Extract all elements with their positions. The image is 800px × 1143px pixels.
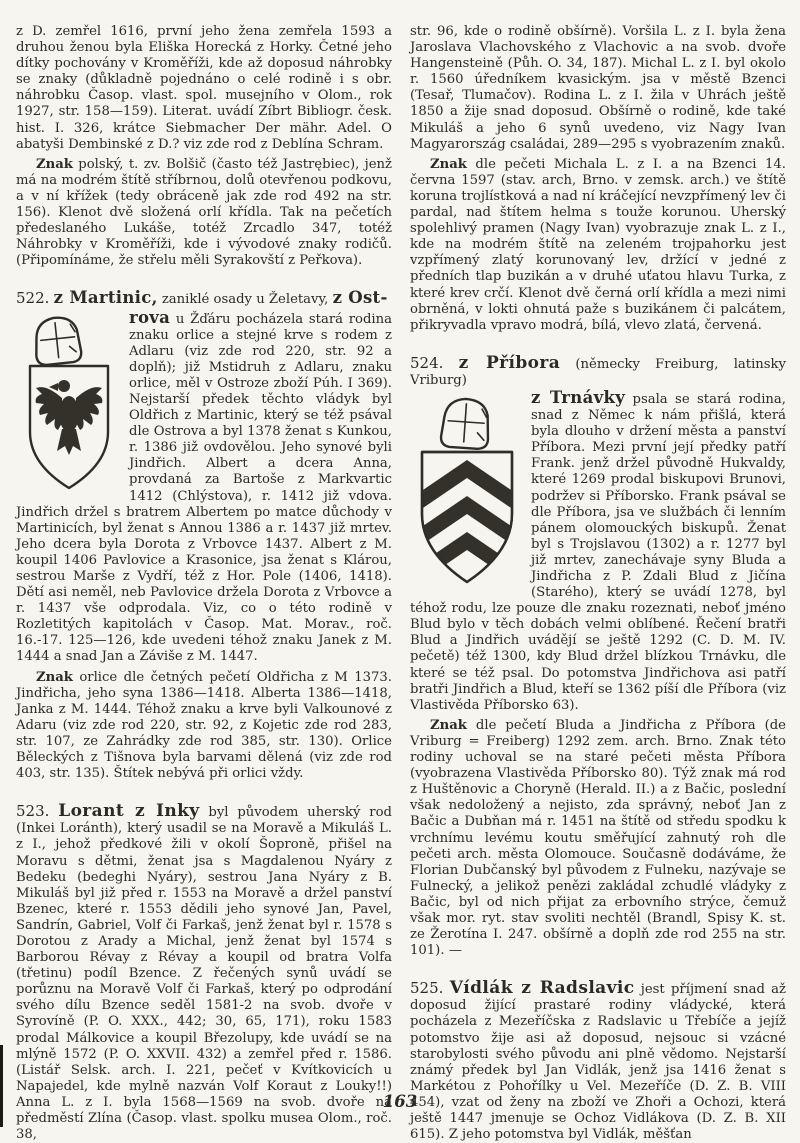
znak-orlice-paragraph — [16, 670, 392, 783]
family-name-lorant: Lorant z Inky — [58, 801, 200, 822]
section-525-text: jest příjmení snad až doposud žijící prastaré rodiny vládycké, která pocházela z Mezeříčska z Radslavic u Třebíče a jejíž potomstvo žije asi až doposud, nejsouc si vzácné starobylosti svého původu ani plně vědomo. Nejstarší známý předek byl Jan Vidlák, jenž jsa 1416 ženat s Markétou z Pohořílky u Vel. Mezeříče (D. Z. B. VIII 454), vzat od ženy na zboží ve Zhoři a Ochozi, která ještě 1447 jmenuje se Ochoz Vidlákova (D. Z. B. XII 615). Z jeho potomstva byl Vidlák, měšťan — [410, 982, 786, 1143]
family-name-martinic: z Martinic, — [53, 288, 158, 308]
znak-label: Znak — [430, 156, 467, 172]
right-column — [410, 24, 786, 1143]
section-523-text: byl původem uherský rod (Inkei Loránth), který usadil se na Moravě a Mikuláš L. z I., jehož předkové žili v okolí Šoproně, přišel na Moravu s dětmi, ženat jsa s Magdalenou Nyáry z Bedeku (bedeghi Nyáry), sestrou Jana Nyáry z B. Mikuláš byl již před r. 1553 na Moravě a držel panství Bzenec, které r. 1553 dědili jeho synové Jan, Pavel, Sandrín, Gabriel, Volf či Farkaš, jenž ženat byl r. 1578 s Dorotou z Arady a Michal, jenž ženat byl 1574 s Barborou Révay z Révay a koupil od bratra Volfa (třetinu) podíl Bzence. Z řečených synů uvádí se porůznu na Moravě Volf či Farkaš, který po odprodání svého dílu Bzence seděl 1581-2 na svob. dvoře v Syrovíně (P. O. XXX., 442; 30, 65, 171), roku 1583 prodal Málkovice a koupil Březolupy, kde uvádí se na mlýně 1572 (P. O. XXVII. 432) a zemřel před r. 1586. (Listář Selsk. arch. I. 221, pečeť v Kvítkovicích u Napajedel, kde mylně nazván Volf Koraut z Louky!!) Anna L. z I. byla 1568—1569 na svob. dvoře na předměstí Zlína (Časop. vlast. spolku musea Olom., roč. 38, — [16, 805, 392, 1143]
znak-bolsic-text: polský, t. zv. Bolšič (často též Jastrębiec), jenž má na modrém štítě stříbrnou, dolů otevřenou podkovu, a v ní křížek (tedy obráceně jak zde rod 492 na str. 156). Klenot dvě složená orlí křídla. Tak na pečetích předeslaného Lukáše, totéž Zrcadlo 347, totéž Náhrobky v Kroměříži, kde i vývodové znaky rodičů. (Připomínáme, že střelu měli Syrakovští z Peřkova). — [16, 156, 392, 269]
section-525-body — [410, 980, 786, 1143]
section-522-heading — [16, 290, 392, 308]
section-522-text: u Žďáru pocházela stará rodina znaku orlice a stejné krve s rodem z Adlaru (viz zde rod 220, str. 92 a doplň); již Mstidruh z Adlaru, znaku orlice, měl v Ostroze zboží Púh. I 369). Nejstarší předek těchto vládyk byl Oldřich z Martinic, který se též psával dle Ostrova a byl 1378 ženat s Kunkou, r. 1386 již ovdovělou. Jeho synové byli Jindřich. Albert a dcera Anna, provdaná za Bartoše z Markvartic 1412 (Chlýstova), r. 1412 již vdova. Jindřich držel s bratrem Albertem po matce důchody v Martinicích, byl ženat s Annou 1386 a r. 1437 již mrtev. Jeho dcera byla Dorota z Vrbovce 1437. Albert z M. koupil 1406 Pavlovice a Krasonice, jsa ženat s Klárou, sestrou Marše z Vydří, též z Hor. Pole (1406, 1418). Dětí asi neměl, neb Pavlovice držela Dorota z Vrbovce a r. 1437 vše odprodala. Viz, co o této rodině v Rozletitých kapitolách v Časop. Mat. Morav., roč. 16.-17. 125—126, kde uvedeni téhož znaku Janek z M. 1444 a snad Jan a Záviše z M. 1447. — [16, 311, 392, 665]
family-name-pribora: z Příbora — [458, 352, 561, 373]
section-524-body — [410, 387, 786, 714]
shield-icon — [420, 452, 514, 582]
family-name-trnavky: z Trnávky — [531, 387, 626, 407]
znak-lorant-text: dle pečeti Michala L. z I. a na Bzenci 14. června 1597 (stav. arch, Brno. v zemsk. arch.) ve štítě koruna trojlístková a nad ní kráčející nevzpřímený lev či pardal, nad štítem helma s touže korunou. Uherský spolehlivý pramen (Nagy Ivan) vyobrazuje znak L. z I., kde na modrém štítě na zeleném trojpahorku jest vzpřímený zlatý korunovaný lev, držící v jedné z předních tlap buzikán a v druhé uťatou hlavu Turka, z které krev crčí. Klenot dvě černá orlí křídla a mezi nimi obrněná, v lokti ohnutá paže s buzikánem či palcátem, přikryvadla vpravo modrá, bílá, vlevo zlatá, červená. — [410, 156, 786, 333]
left-column — [16, 24, 392, 1143]
family-name-continued: rova — [129, 307, 171, 327]
section-number: 525. — [410, 979, 444, 998]
section-subtitle: zaniklé osady u Želetavy, — [157, 292, 333, 308]
pribora-coat-of-arms-illustration — [418, 394, 516, 586]
eagle-shield-with-great-helm-icon — [24, 314, 114, 494]
section-subtitle: (německy Freiburg, latinsky Vriburg) — [410, 356, 786, 388]
znak-label: Znak — [36, 156, 73, 172]
section-number: 524. — [410, 353, 444, 372]
znak-pribora-text: dle pečetí Bluda a Jindřicha z Příbora (de Vriburg = Freiberg) 1292 zem. arch. Brno. Znak této rodiny uchoval se na staré pečeti města Příbora (vyobrazena Vlastivěda Příborsko 80). Týž znak má rod z Huštěnovic a Choryně (Herald. II.) a z Bačic, poslední však nedoložený a nejisto, zda správný, neboť Jan z Bačic a Dubňan má r. 1451 na štítě od středu spodku k vrchnímu levému koutu směřující zahnutý roh dle pečeti arch. města Olomouce. Současně dodáváme, že Florian Dubčanský byl původem z Fulneku, nazývaje se Fulnecký, a jelikož penězi zakládal zchudlé vládyky z Bačic, byl od nich přijat za erbovního strýce, čemuž však mor. ryt. stav svoliti nechtěl (Brandl, Spisy K. st. ze Žerotína I. 247. obšírně a doplň zde rod 255 na str. 101). — — [410, 717, 786, 959]
section-522-body — [16, 307, 392, 666]
znak-pribora-paragraph — [410, 718, 786, 959]
continuation-paragraph: z D. zemřel 1616, první jeho žena zemřela 1593 a druhou ženou byla Eliška Horecká z Horky. Četné jeho dítky pochovány v Kroměříži, kde až doposud náhrobky se znaky (důkladně pojednáno o celé rodině i s obr. náhrobku Časop. vlast. spol. musejního v Olom., rok 1927, str. 158—159). Literat. uvádí Zíbrt Bibliogr. česk. hist. I. 326, krátce Siebmacher Der mähr. Adel. O abatyši Dembinské z D.? viz zde rod z Deblína Schram. — [16, 24, 392, 152]
shield-icon — [30, 366, 108, 488]
scan-artifact — [0, 1045, 3, 1127]
section-522 — [16, 290, 392, 782]
section-524-text: psala se stará rodina, snad z Němec k nám přišlá, která byla dlouho v držení města a panství Příbora. Mezi první její předky patří Frank. jenž držel původně Hukvaldy, které 1269 prodal biskupovi Brunovi, podržev si Příborsko. Frank psával se dle Příbora, jsa ve službách či lenním pánem olomouckých biskupů. Ženat byl s Trojslavou (1302) a r. 1277 byl již mrtev, zanechávaje syny Bluda a Jindřicha z P. Zdali Blud z Jičína (Starého), který se uvádí 1278, byl téhož rodu, lze pouze dle znaku rozeznati, neboť jméno Blud bylo v těch dobách velmi oblíbené. Řečení bratři Blud a Jindřich uvádějí se ještě 1292 (C. D. M. IV. pečetě) též 1300, kdy Blud držel blízkou Trnávku, dle které se též psal. Do potomstva Jindřichova asi patří bratři Jindřich a Blud, kteří se 1362 píší dle Příbora (viz Vlastivěda Příborsko 63). — [410, 391, 786, 713]
znak-bolsic-paragraph — [16, 157, 392, 270]
section-number: 523. — [16, 802, 50, 821]
znak-label: Znak — [430, 717, 467, 733]
great-helm-icon — [440, 397, 490, 449]
continuation-paragraph: str. 96, kde o rodině obšírně). Voršila L. z I. byla žena Jaroslava Vlachovského z Vlachovic a na svob. dvoře Hangensteině (Půh. O. 34, 187). Michal L. z I. byl okolo r. 1560 úředníkem kvasickým. jsa v městě Bzenci (Tesař, Tlumačov). Rodina L. z I. žila v Uhrách ještě 1850 a žije snad doposud. Obšírně o rodině, kde také Mikuláš a jeho 6 synů uvedeno, viz Nagy Ivan Magyarország családai, 289—295 s vyobrazením znaků. — [410, 24, 786, 152]
section-524-heading — [410, 352, 786, 389]
great-helm-icon — [33, 315, 83, 365]
znak-lorant-paragraph — [410, 157, 786, 334]
martinic-coat-of-arms-illustration — [24, 314, 114, 494]
chevron-shield-with-great-helm-icon — [418, 394, 516, 586]
znak-orlice-text: orlice dle četných pečetí Oldřicha z M 1373. Jindřicha, jeho syna 1386—1418. Alberta 1386—1418, Janka z M. 1444. Téhož znaku a krve byli Valkounové z Adaru (viz zde rod 220, str. 92, z Kojetic zde rod 283, str. 107, ze Zahrádky zde rod 385, str. 130). Orlice Běleckých z Tišnova byla barvami dělená (viz zde rod 403, str. 135). Štítek nebývá při orlici vždy. — [16, 669, 392, 782]
section-525 — [410, 980, 786, 1143]
znak-label: Znak — [36, 669, 73, 685]
family-name-ostrova: z Ost- — [332, 288, 388, 308]
page-number: 163 — [382, 1092, 418, 1111]
section-524 — [410, 352, 786, 959]
family-name-vidlak: Vídlák z Radslavic — [449, 978, 635, 999]
section-number: 522. — [16, 289, 50, 308]
